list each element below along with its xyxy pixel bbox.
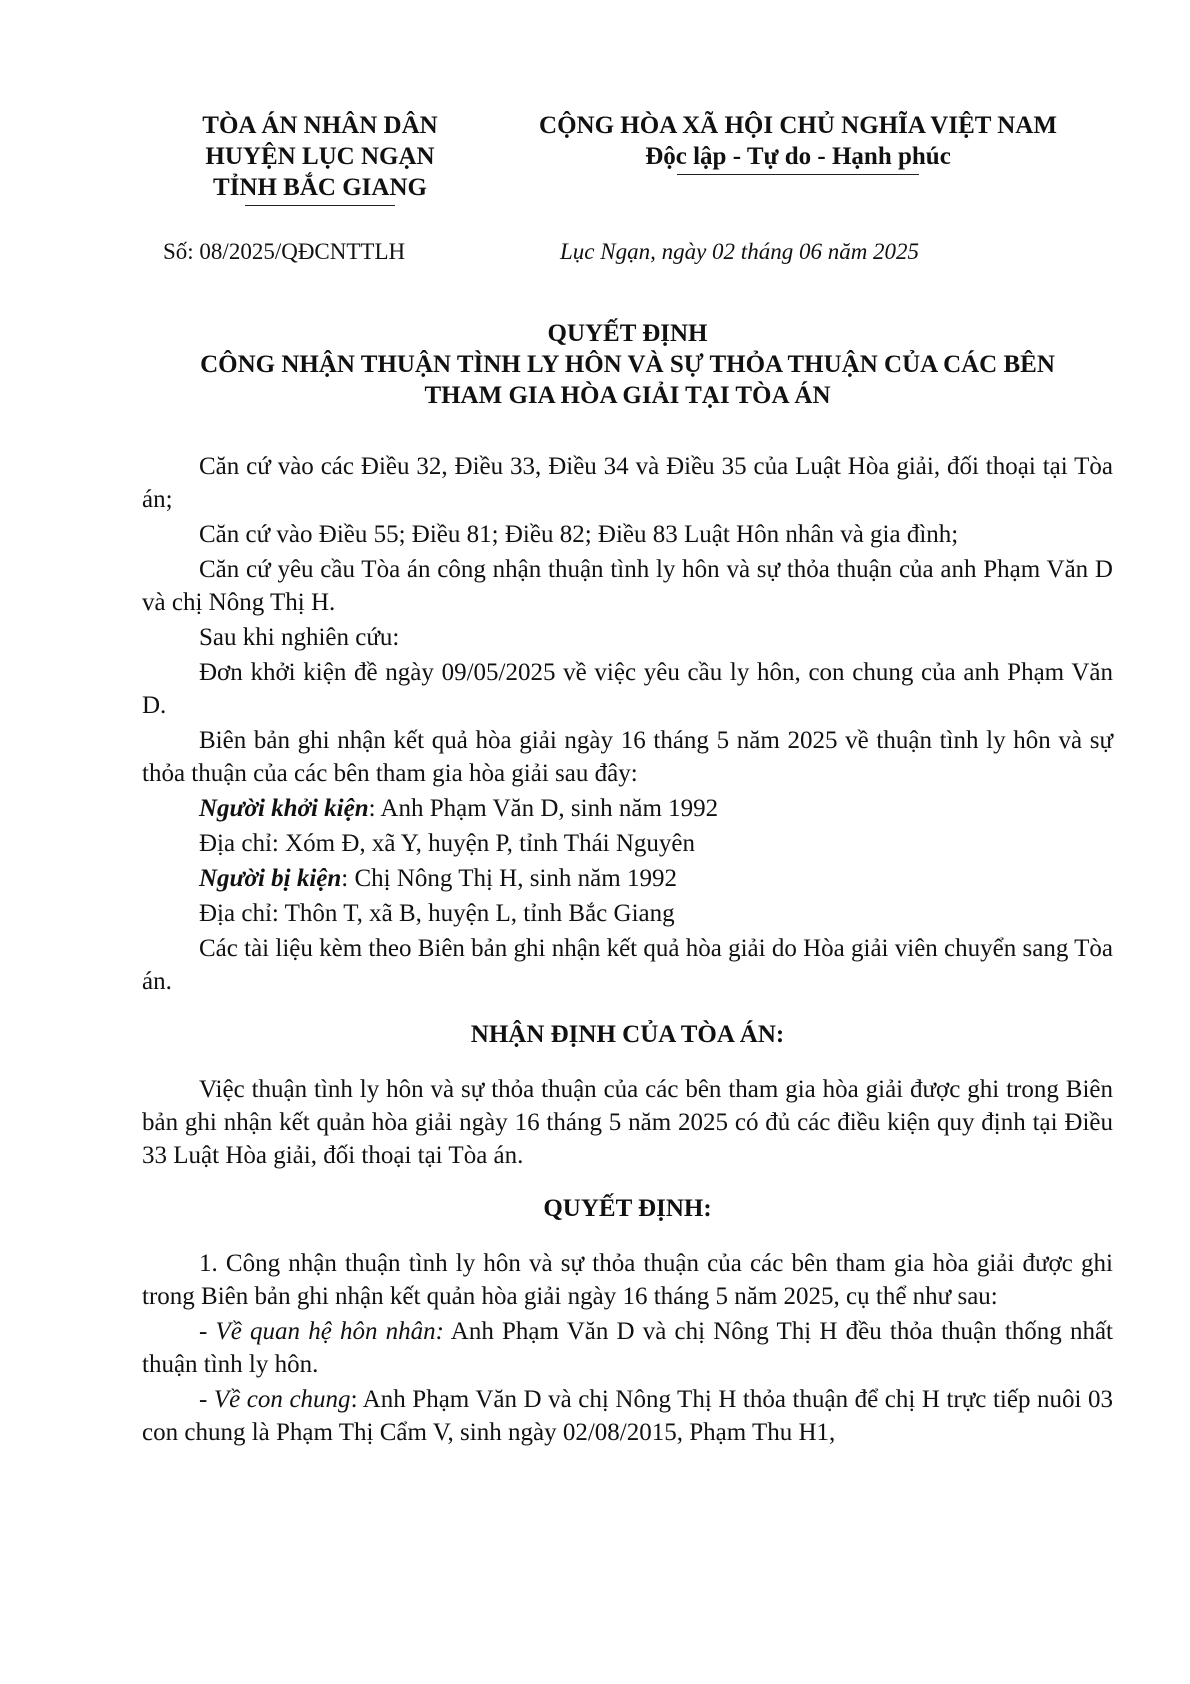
paragraph: Sau khi nghiên cứu: — [199, 624, 400, 651]
defendant-address: Địa chỉ: Thôn T, xã B, huyện L, tỉnh Bắc Giang — [199, 900, 675, 927]
court-line-3: TỈNH BẮC GIANG — [213, 174, 427, 201]
paragraph: Việc thuận tình ly hôn và sự thỏa thuận của các bên tham gia hòa giải được ghi trong Biên bản ghi nhận kết quản hòa giải ngày 16 tháng 5 năm 2025 có đủ các điều kiện quy định tại Điều 33 Luật Hòa giải, đối thoại tại Tòa án. — [142, 1076, 1113, 1169]
paragraph: Đơn khởi kiện đề ngày 09/05/2025 về việc yêu cầu ly hôn, con chung của anh Phạm Văn D. — [142, 659, 1113, 719]
defendant-label: Người bị kiện — [199, 865, 342, 892]
plaintiff-line — [142, 792, 1113, 825]
paragraph: Căn cứ vào Điều 55; Điều 81; Điều 82; Điều 83 Luật Hôn nhân và gia đình; — [199, 521, 959, 548]
national-motto-block — [512, 110, 1084, 175]
children-item — [142, 1383, 1113, 1449]
title-line-2: CÔNG NHẬN THUẬN TÌNH LY HÔN VÀ SỰ THỎA THUẬN CỦA CÁC BÊN — [200, 351, 1055, 378]
plaintiff-address: Địa chỉ: Xóm Đ, xã Y, huyện P, tỉnh Thái Nguyên — [199, 830, 696, 857]
motto-underline — [677, 174, 919, 175]
section-heading: NHẬN ĐỊNH CỦA TÒA ÁN: — [470, 1021, 785, 1048]
court-name-block — [160, 110, 480, 206]
title-line-3: THAM GIA HÒA GIẢI TẠI TÒA ÁN — [424, 382, 831, 409]
court-line-2: HUYỆN LỤC NGẠN — [205, 143, 435, 170]
section-heading: QUYẾT ĐỊNH: — [543, 1195, 712, 1222]
national-title: CỘNG HÒA XÃ HỘI CHỦ NGHĨA VIỆT NAM — [539, 112, 1057, 139]
place-date: Lục Ngạn, ngày 02 tháng 06 năm 2025 — [560, 239, 920, 264]
paragraph: Căn cứ vào các Điều 32, Điều 33, Điều 34 và Điều 35 của Luật Hòa giải, đối thoại tại Tòa án; — [142, 453, 1113, 513]
defendant-text: : Chị Nông Thị H, sinh năm 1992 — [341, 865, 677, 892]
children-label: - Về con chung — [199, 1386, 351, 1413]
marriage-text: Anh Phạm Văn D và chị Nông Thị H đều thỏa thuận thống nhất thuận tình ly hôn. — [142, 1318, 1113, 1378]
paragraph: Biên bản ghi nhận kết quả hòa giải ngày 16 tháng 5 năm 2025 về thuận tình ly hôn và sự thỏa thuận của các bên tham gia hòa giải sau đây: — [142, 727, 1113, 787]
paragraph: 1. Công nhận thuận tình ly hôn và sự thỏa thuận của các bên tham gia hòa giải được ghi trong Biên bản ghi nhận kết quản hòa giải ngày 16 tháng 5 năm 2025, cụ thể như sau: — [142, 1250, 1113, 1310]
marriage-label: - Về quan hệ hôn nhân: — [199, 1318, 444, 1345]
paragraph: Căn cứ yêu cầu Tòa án công nhận thuận tình ly hôn và sự thỏa thuận của anh Phạm Văn D và chị Nông Thị H. — [142, 556, 1113, 616]
title-line-1: QUYẾT ĐỊNH — [547, 320, 708, 347]
court-underline — [245, 205, 395, 206]
children-text: : Anh Phạm Văn D và chị Nông Thị H thỏa thuận để chị H trực tiếp nuôi 03 con chung là Phạm Thị Cẩm V, sinh ngày 02/08/2015, Phạm Thu H1, — [142, 1386, 1113, 1446]
paragraph: Các tài liệu kèm theo Biên bản ghi nhận kết quả hòa giải do Hòa giải viên chuyển sang Tòa án. — [142, 935, 1113, 995]
defendant-line — [142, 862, 1113, 895]
plaintiff-label: Người khởi kiện — [199, 795, 369, 822]
plaintiff-text: : Anh Phạm Văn D, sinh năm 1992 — [368, 795, 719, 822]
document-body — [142, 450, 1113, 1451]
document-title — [140, 318, 1115, 411]
marriage-item — [142, 1315, 1113, 1381]
document-number: Số: 08/2025/QĐCNTTLH — [163, 239, 406, 264]
national-motto: Độc lập - Tự do - Hạnh phúc — [645, 143, 951, 170]
court-line-1: TÒA ÁN NHÂN DÂN — [202, 112, 438, 139]
